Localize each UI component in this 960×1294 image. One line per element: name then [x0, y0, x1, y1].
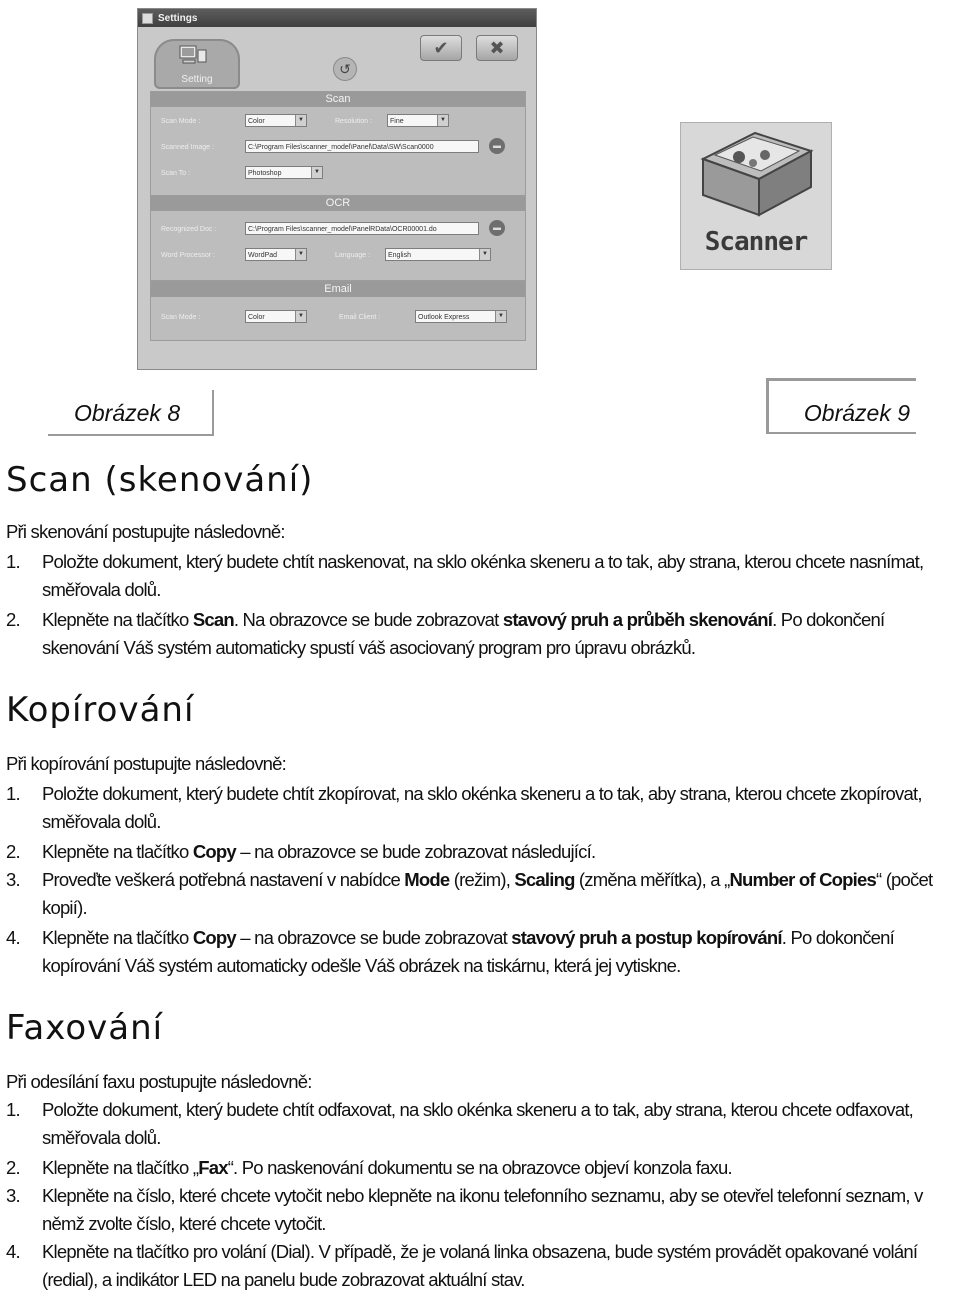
step-text: Položte dokument, který budete chtít odfaxovat, na sklo okénka skeneru a to tak, aby strana, kterou chcete odfaxovat, směřovala dolů. [42, 1099, 914, 1148]
scan-settings-section [150, 91, 526, 203]
copy-step-4 [6, 924, 958, 980]
fax-step-2 [6, 1154, 958, 1182]
word-processor-label: Word Processor : [161, 252, 215, 259]
step-number: 4. [6, 927, 20, 948]
scan-mode-value: Color [248, 118, 265, 125]
email-scan-mode-value: Color [248, 314, 265, 321]
scan-step-2 [6, 606, 958, 662]
scanned-image-path-value: C:\Program Files\scanner_model\Panel\Data\SW\Scan0000 [248, 144, 434, 151]
scan-to-label: Scan To : [161, 170, 191, 177]
resolution-value: Fine [390, 118, 404, 125]
checkmark-icon: ✔ [433, 37, 449, 58]
step-number: 3. [6, 869, 20, 890]
figure-8-caption-frame [48, 390, 214, 436]
scan-button-name: Scan [192, 609, 234, 630]
step-number: 1. [6, 1099, 20, 1120]
scan-section-title: Scan [151, 92, 525, 107]
step-text: Položte dokument, který budete chtít zkopírovat, na sklo okénka skeneru a to tak, aby strana, kterou chcete zkopírovat, směřovala dolů. [42, 783, 922, 832]
chevron-down-icon: ▼ [311, 167, 322, 178]
figure-9-caption: Obrázek 9 [803, 400, 910, 426]
step-number: 1. [6, 551, 20, 572]
scan-mode-select[interactable] [245, 114, 307, 127]
fax-step-4 [6, 1238, 958, 1294]
chevron-down-icon: ▼ [437, 115, 448, 126]
fax-step-3 [6, 1182, 958, 1238]
copy-button-name: Copy [192, 927, 236, 948]
step-text: Klepněte na tlačítko pro volání (Dial). V případě, že je volaná linka obsazena, bude systém provádět opakované volání (redial), a indikátor LED na panelu bude zobrazovat aktuální stav. [42, 1241, 918, 1290]
step-number: 2. [6, 1157, 20, 1178]
step-text: Klepněte na tlačítko Copy – na obrazovce se bude zobrazovat stavový pruh a postup kopírování. Po dokončení kopírování Váš systém automaticky odešle Váš obrázek na tiskárnu, která jej vytiskne. [42, 927, 894, 976]
email-client-label: Email Client : [339, 314, 381, 321]
scaling-menu-name: Scaling [514, 869, 575, 890]
language-select[interactable] [385, 248, 491, 261]
mode-menu-name: Mode [404, 869, 450, 890]
status-bar-phrase: stavový pruh a postup kopírování [511, 927, 782, 948]
chevron-down-icon: ▼ [479, 249, 490, 260]
step-text: Klepněte na tlačítko „Fax“. Po naskenování dokumentu se na obrazovce objeví konzola faxu. [42, 1157, 732, 1178]
status-bar-phrase: stavový pruh a průběh skenování [502, 609, 773, 630]
email-section-title: Email [151, 282, 525, 297]
scan-heading: Scan (skenování) [6, 460, 314, 500]
scan-mode-label: Scan Mode : [161, 118, 201, 125]
email-scan-mode-select[interactable] [245, 310, 307, 323]
email-settings-section [150, 281, 526, 341]
copy-step-2 [6, 838, 958, 866]
chevron-down-icon: ▼ [295, 249, 306, 260]
copy-button-name: Copy [192, 841, 236, 862]
language-label: Language : [335, 252, 371, 259]
scan-to-value: Photoshop [248, 170, 282, 177]
folder-icon[interactable]: ▬ [489, 220, 505, 236]
scan-to-select[interactable] [245, 166, 323, 179]
step-number: 2. [6, 609, 20, 630]
step-text: Položte dokument, který budete chtít naskenovat, na sklo okénka skeneru a to tak, aby strana, kterou chcete nasnímat, směřovala dolů. [42, 551, 924, 600]
step-text: Proveďte veškerá potřebná nastavení v nabídce Mode (režim), Scaling (změna měřítka), a „Number of Copies“ (počet kopií). [42, 869, 933, 918]
scanner-illustration [695, 129, 819, 221]
scanner-icon [680, 122, 832, 270]
recognized-doc-path-field[interactable] [245, 222, 479, 235]
figure-9-caption-frame [766, 378, 916, 434]
language-value: English [388, 252, 411, 259]
computer-icon [178, 45, 208, 65]
resolution-label: Resolution : [335, 118, 372, 125]
word-processor-value: WordPad [248, 252, 278, 259]
setting-tab-label: Setting [181, 74, 213, 85]
ocr-section-title: OCR [151, 196, 525, 211]
settings-titlebar [138, 9, 536, 27]
step-text: Klepněte na číslo, které chcete vytočit nebo klepněte na ikonu telefonního seznamu, aby se otevřel telefonní seznam, v němž zvolte číslo, které chcete vytočit. [42, 1185, 923, 1234]
step-text: Klepněte na tlačítko Scan. Na obrazovce se bude zobrazovat stavový pruh a průběh skenování. Po dokončení skenování Váš systém automaticky spustí váš asociovaný program pro úpravu obrázků. [42, 609, 885, 658]
folder-icon[interactable]: ▬ [489, 138, 505, 154]
fax-step-1 [6, 1096, 958, 1152]
fax-button-name: Fax [198, 1157, 228, 1178]
figure-8-caption: Obrázek 8 [74, 400, 181, 426]
scanned-image-path-field[interactable] [245, 140, 479, 153]
copy-step-1 [6, 780, 958, 836]
ocr-settings-section [150, 195, 526, 281]
copy-heading: Kopírování [6, 690, 195, 730]
close-icon: ✖ [489, 37, 505, 58]
step-number: 2. [6, 841, 20, 862]
resolution-select[interactable] [387, 114, 449, 127]
ok-button[interactable] [420, 35, 462, 61]
step-number: 1. [6, 783, 20, 804]
step-number: 4. [6, 1241, 20, 1262]
settings-window-screenshot [137, 8, 537, 370]
scanned-image-label: Scanned Image : [161, 144, 214, 151]
recognized-doc-path-value: C:\Program Files\scanner_model\PanelRData\OCR00001.do [248, 226, 437, 233]
copy-intro: Při kopírování postupujte následovně: [6, 753, 286, 774]
word-processor-select[interactable] [245, 248, 307, 261]
cancel-button[interactable] [476, 35, 518, 61]
step-text: Klepněte na tlačítko Copy – na obrazovce se bude zobrazovat následující. [42, 841, 596, 862]
setting-tab[interactable] [154, 39, 240, 89]
scan-intro: Při skenování postupujte následovně: [6, 521, 285, 542]
number-of-copies-menu-name: Number of Copies [729, 869, 876, 890]
refresh-icon[interactable]: ↺ [333, 57, 357, 81]
settings-window-title: Settings [158, 12, 198, 24]
chevron-down-icon: ▼ [495, 311, 506, 322]
step-number: 3. [6, 1185, 20, 1206]
email-client-select[interactable] [415, 310, 507, 323]
email-client-value: Outlook Express [418, 314, 470, 321]
chevron-down-icon: ▼ [295, 115, 306, 126]
copy-step-3 [6, 866, 958, 922]
scan-step-1 [6, 548, 958, 604]
window-icon [142, 13, 153, 24]
chevron-down-icon: ▼ [295, 311, 306, 322]
fax-heading: Faxování [6, 1008, 164, 1048]
fax-intro: Při odesílání faxu postupujte následovně: [6, 1071, 312, 1092]
scanner-icon-label: Scanner [704, 227, 808, 257]
email-scan-mode-label: Scan Mode : [161, 314, 201, 321]
recognized-doc-label: Recognized Doc : [161, 226, 217, 233]
